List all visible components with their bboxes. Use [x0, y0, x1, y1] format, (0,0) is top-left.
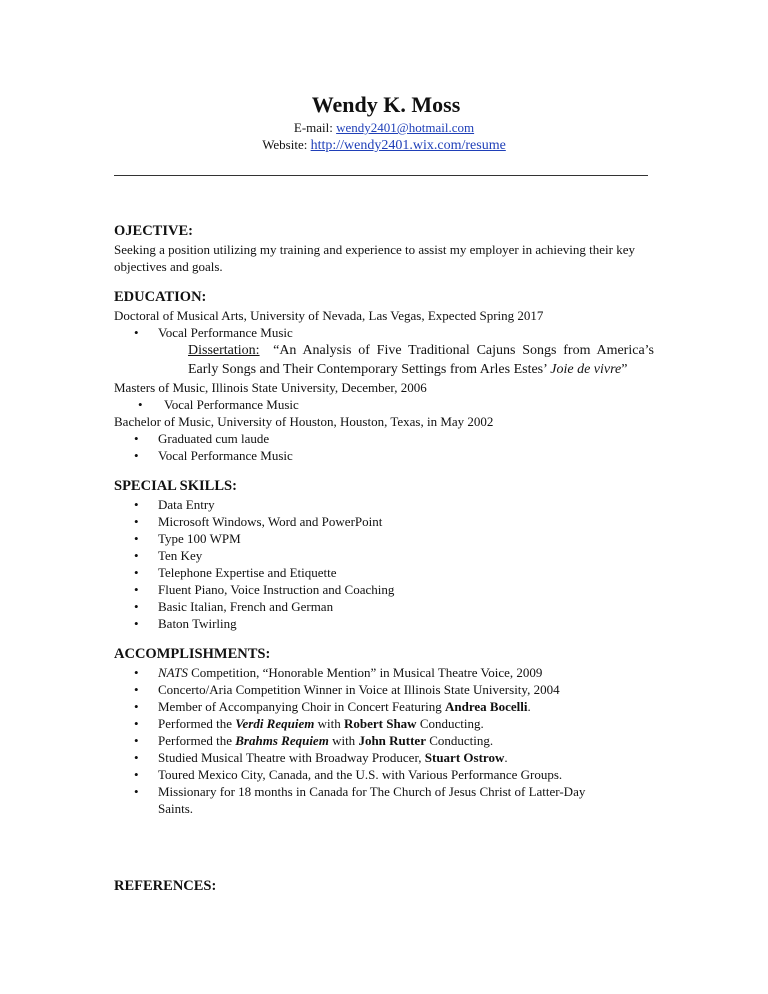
dissertation: Dissertation: “An Analysis of Five Traditional Cajuns Songs from America’s Early Songs and Their Contemporary Settings from Arles Estes’ Joie de vivre” [188, 343, 655, 377]
mm-degree: Masters of Music, Illinois State University, December, 2006 [114, 380, 427, 395]
bullet-icon: • [134, 497, 139, 512]
list-item: • Graduated cum laude [134, 431, 270, 446]
objective-section [114, 222, 654, 275]
bullet-icon: • [134, 682, 139, 697]
email-line [0, 119, 768, 136]
list-item: • NATS Competition, “Honorable Mention” in Musical Theatre Voice, 2009 [134, 665, 543, 680]
bullet-icon: • [134, 582, 139, 597]
applicant-name: Wendy K. Moss [311, 92, 461, 117]
bullet-icon: • [134, 750, 139, 765]
bullet-icon: • [134, 531, 139, 546]
dissertation-italic: Joie de vivre [550, 362, 622, 377]
website-line [0, 136, 768, 154]
list-item: • Baton Twirling [134, 616, 237, 631]
bullet-icon: • [134, 733, 139, 748]
list-item: • Performed the Brahms Requiem with John Rutter Conducting. [134, 733, 494, 748]
list-item: • Microsoft Windows, Word and PowerPoint [134, 514, 383, 529]
skills-heading: SPECIAL SKILLS: [114, 478, 237, 494]
education-section [114, 288, 654, 464]
objective-heading: OJECTIVE: [114, 223, 193, 239]
bullet-icon: • [134, 431, 139, 446]
email-link[interactable]: wendy2401@hotmail.com [336, 120, 475, 135]
references-heading: REFERENCES: [114, 878, 217, 894]
list-item: • Data Entry [134, 497, 215, 512]
bullet-icon: • [134, 599, 139, 614]
list-item: • Concerto/Aria Competition Winner in Voice at Illinois State University, 2004 [134, 682, 560, 697]
dissertation-label: Dissertation: [188, 343, 260, 358]
bullet-icon: • [134, 699, 139, 714]
resume-header [0, 91, 768, 154]
dissertation-title: “An Analysis of Five Traditional Cajuns Songs from America’s Early Songs and Their Contemporary Settings from Arles Estes’ [188, 343, 655, 377]
header-divider [114, 175, 648, 176]
resume-body [114, 222, 654, 830]
skills-section [114, 477, 654, 632]
list-item: • Ten Key [134, 548, 203, 563]
website-label: Website: [262, 137, 308, 152]
list-item: • Type 100 WPM [134, 531, 241, 546]
bullet-icon: • [134, 784, 139, 799]
website-link[interactable]: http://wendy2401.wix.com/resume [310, 138, 506, 153]
bullet-icon: • [134, 514, 139, 529]
objective-text: Seeking a position utilizing my training and experience to assist my employer in achieving their key objectives and goals. [114, 242, 635, 274]
bullet-icon: • [134, 767, 139, 782]
list-item: • Vocal Performance Music [134, 325, 293, 340]
bullet-icon: • [134, 448, 139, 463]
list-item: • Vocal Performance Music [134, 448, 293, 463]
education-heading: EDUCATION: [114, 289, 207, 305]
list-item: • Performed the Verdi Requiem with Robert Shaw Conducting. [134, 716, 484, 731]
list-item: • Telephone Expertise and Etiquette [134, 565, 337, 580]
bullet-icon: • [138, 397, 143, 412]
bullet-icon: • [134, 565, 139, 580]
bullet-icon: • [134, 325, 139, 340]
list-item: • Missionary for 18 months in Canada for The Church of Jesus Christ of Latter-Day Saints. [134, 784, 586, 816]
list-item: • Member of Accompanying Choir in Concert Featuring Andrea Bocelli. [134, 699, 531, 714]
list-item: • Vocal Performance Music [138, 397, 299, 412]
bullet-icon: • [134, 665, 139, 680]
bullet-icon: • [134, 716, 139, 731]
bullet-icon: • [134, 616, 139, 631]
list-item: • Studied Musical Theatre with Broadway Producer, Stuart Ostrow. [134, 750, 508, 765]
dma-degree: Doctoral of Musical Arts, University of Nevada, Las Vegas, Expected Spring 2017 [114, 308, 544, 323]
accomplishments-heading: ACCOMPLISHMENTS: [114, 646, 271, 662]
list-item: • Toured Mexico City, Canada, and the U.S. with Various Performance Groups. [134, 767, 563, 782]
email-label: E-mail: [293, 120, 333, 135]
list-item: • Basic Italian, French and German [134, 599, 334, 614]
bullet-icon: • [134, 548, 139, 563]
accomplishments-section [114, 645, 654, 817]
list-item: • Fluent Piano, Voice Instruction and Coaching [134, 582, 395, 597]
bm-degree: Bachelor of Music, University of Houston, Houston, Texas, in May 2002 [114, 414, 494, 429]
